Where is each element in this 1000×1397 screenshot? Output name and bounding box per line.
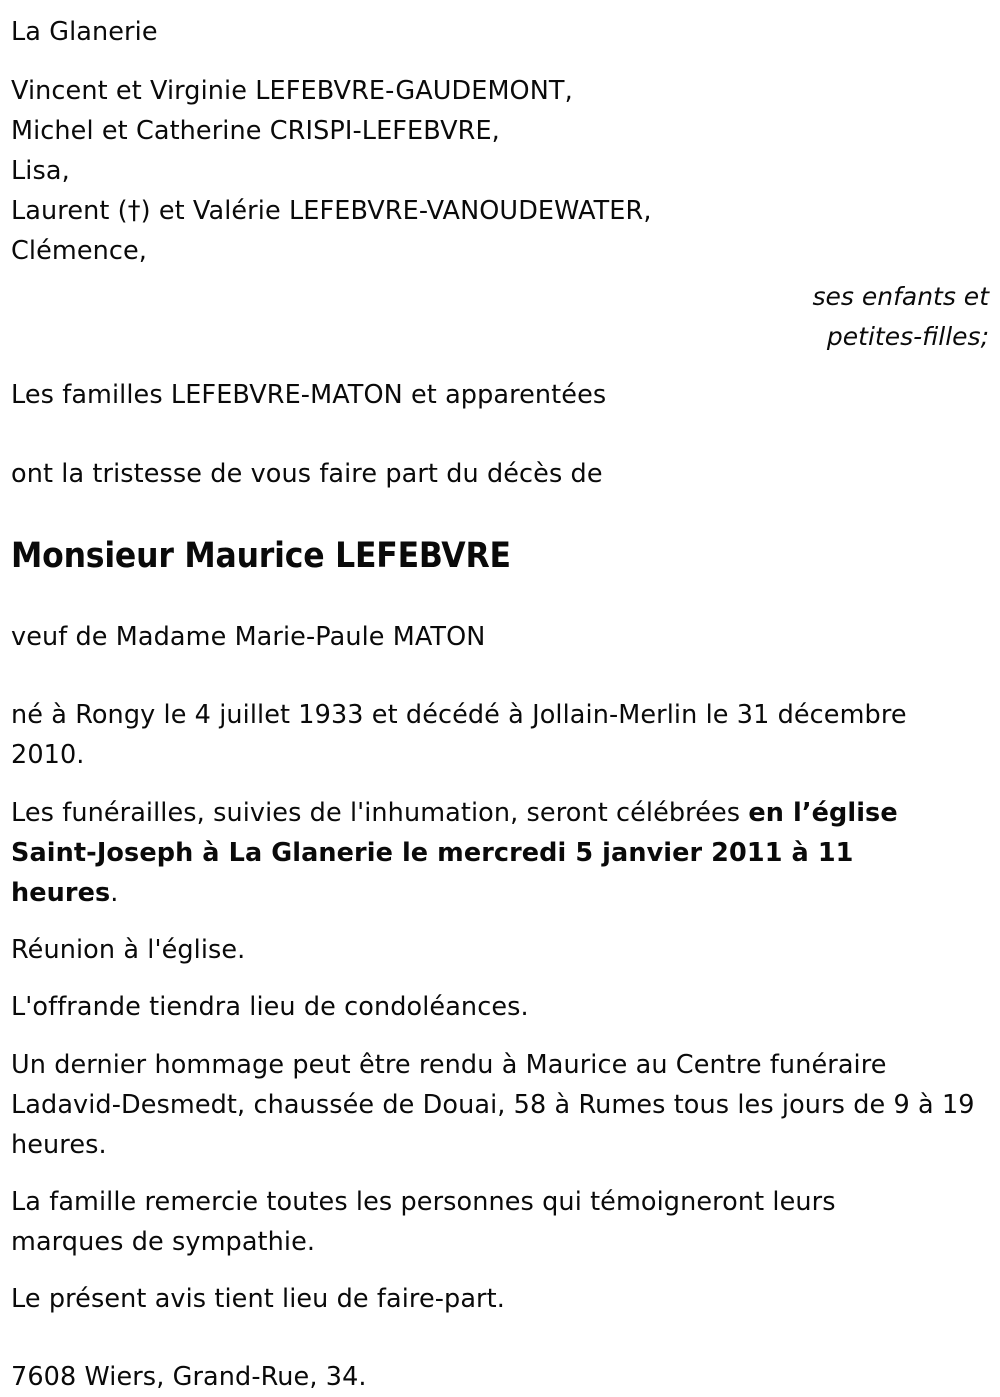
faire-part-line: Le présent avis tient lieu de faire-part.	[11, 1284, 505, 1314]
relation-label	[812, 277, 989, 357]
funeral-highlight: en l’église Saint-Joseph à La Glanerie le mercredi 5 janvier 2011 à 11 heures	[11, 798, 898, 908]
survivor-line: Lisa,	[11, 156, 70, 186]
funeral-prefix: Les funérailles, suivies de l'inhumation, seront célébrées	[11, 798, 749, 828]
address-line: 7608 Wiers, Grand-Rue, 34.	[11, 1362, 367, 1392]
birth-death-line: né à Rongy le 4 juillet 1933 et décédé à Jollain-Merlin le 31 décembre 2010.	[11, 700, 907, 770]
thanks-paragraph: La famille remercie toutes les personnes qui témoigneront leurs marques de sympathie.	[11, 1187, 836, 1257]
deceased-name-heading: Monsieur Maurice LEFEBVRE	[11, 536, 511, 576]
reunion-line: Réunion à l'église.	[11, 935, 246, 965]
offering-line: L'offrande tiendra lieu de condoléances.	[11, 992, 529, 1022]
survivor-line: Laurent (†) et Valérie LEFEBVRE-VANOUDEWATER,	[11, 196, 652, 226]
spouse-line: veuf de Madame Marie-Paule MATON	[11, 622, 486, 652]
families-line: Les familles LEFEBVRE-MATON et apparentées	[11, 380, 607, 410]
funeral-details	[11, 793, 941, 913]
relation-line-1: ses enfants et	[812, 282, 989, 311]
homage-paragraph: Un dernier hommage peut être rendu à Maurice au Centre funéraire Ladavid-Desmedt, chaussée de Douai, 58 à Rumes tous les jours de 9 à 19 heures.	[11, 1050, 975, 1160]
survivor-line: Michel et Catherine CRISPI-LEFEBVRE,	[11, 116, 500, 146]
survivors-list	[11, 71, 994, 271]
relation-line-2: petites-filles;	[826, 322, 989, 351]
funeral-suffix: .	[110, 878, 119, 908]
survivor-line: Vincent et Virginie LEFEBVRE-GAUDEMONT,	[11, 76, 573, 106]
city-line: La Glanerie	[11, 17, 158, 47]
announcement-line: ont la tristesse de vous faire part du décès de	[11, 459, 603, 489]
survivor-line: Clémence,	[11, 236, 147, 266]
relation-label-wrap	[11, 277, 994, 357]
